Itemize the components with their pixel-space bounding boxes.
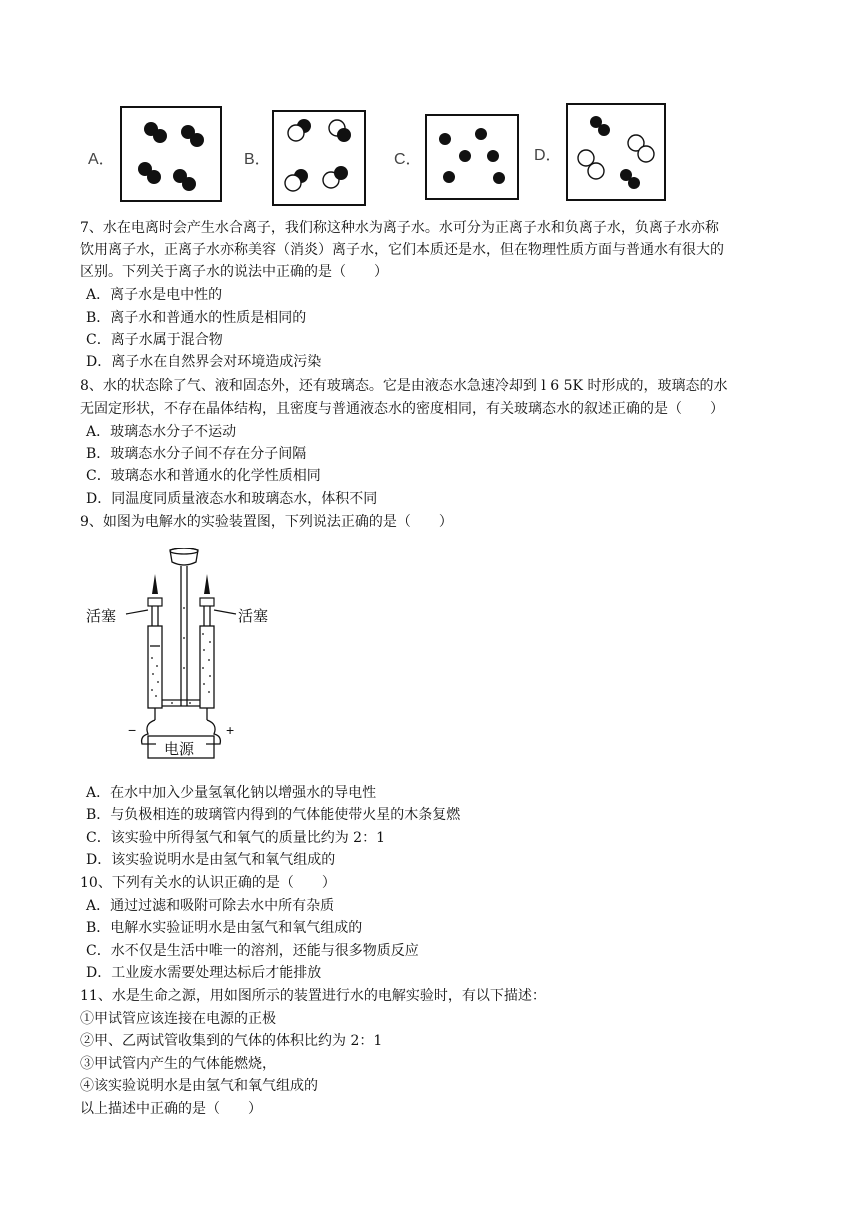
- question-10-option-c: C．水不仅是生活中唯一的溶剂，还能与很多物质反应: [86, 943, 419, 959]
- molecule-diagram-c: [425, 114, 519, 200]
- question-10-option-d: D．工业废水需要处理达标后才能排放: [86, 965, 322, 981]
- question-7-option-b: B．离子水和普通水的性质是相同的: [86, 310, 307, 326]
- option-d-label: D．: [534, 147, 562, 164]
- question-7-stem-line-3: 区别。下列关于离子水的说法中正确的是（ ）: [80, 264, 388, 280]
- option-b-label: B．: [244, 151, 271, 168]
- question-7-stem-line-1: 7、水在电离时会产生水合离子，我们称这种水为离子水。水可分为正离子水和负离子水，负离子水亦称: [80, 220, 719, 236]
- question-7-option-d: D．离子水在自然界会对环境造成污染: [86, 354, 322, 370]
- question-11-item-4: ④该实验说明水是由氢气和氧气组成的: [80, 1078, 318, 1094]
- question-11-item-3: ③甲试管内产生的气体能燃烧，: [80, 1056, 276, 1072]
- question-8-option-c: C．玻璃态水和普通水的化学性质相同: [86, 468, 321, 484]
- question-11-item-1: ①甲试管应该连接在电源的正极: [80, 1011, 276, 1027]
- positive-terminal-label: +: [226, 722, 235, 738]
- question-9-stem: 9、如图为电解水的实验装置图，下列说法正确的是（ ）: [80, 514, 453, 530]
- question-7-option-a: A．离子水是电中性的: [86, 287, 223, 303]
- molecule-diagram-a: [120, 106, 222, 202]
- question-7-stem-line-2: 饮用离子水，正离子水亦称美容（消炎）离子水，它们本质还是水，但在物理性质方面与普通水有很大的: [80, 242, 724, 258]
- question-9-option-d: D．该实验说明水是由氢气和氧气组成的: [86, 852, 336, 868]
- question-9-option-c: C．该实验中所得氢气和氧气的质量比约为 2：1: [86, 830, 385, 846]
- negative-terminal-label: −: [128, 722, 137, 738]
- question-8-stem-line-2: 无固定形状，不存在晶体结构，且密度与普通液态水的密度相同，有关玻璃态水的叙述正确的是（ ）: [80, 401, 724, 417]
- electrolysis-apparatus-figure: [86, 548, 286, 760]
- question-10-option-a: A．通过过滤和吸附可除去水中所有杂质: [86, 898, 335, 914]
- left-stopcock-label: 活塞: [86, 608, 117, 625]
- option-c-label: C．: [394, 151, 422, 168]
- molecule-diagram-b: [272, 110, 366, 206]
- question-10-stem: 10、下列有关水的认识正确的是（ ）: [80, 875, 336, 891]
- molecule-diagram-d: [566, 103, 666, 201]
- question-8-option-a: A．玻璃态水分子不运动: [86, 424, 237, 440]
- question-8-option-b: B．玻璃态水分子间不存在分子间隔: [86, 446, 307, 462]
- question-9-option-a: A．在水中加入少量氢氧化钠以增强水的导电性: [86, 785, 377, 801]
- question-7-option-c: C．离子水属于混合物: [86, 332, 223, 348]
- question-8-option-d: D．同温度同质量液态水和玻璃态水，体积不同: [86, 491, 378, 507]
- question-11-stem: 11、水是生命之源，用如图所示的装置进行水的电解实验时，有以下描述：: [80, 988, 546, 1004]
- question-10-option-b: B．电解水实验证明水是由氢气和氧气组成的: [86, 920, 363, 936]
- question-9-option-b: B．与负极相连的玻璃管内得到的气体能使带火星的木条复燃: [86, 807, 461, 823]
- question-8-stem-line-1: 8、水的状态除了气、液和固态外，还有玻璃态。它是由液态水急速冷却到 l 6 5K 时形成的，玻璃态的水: [80, 378, 728, 394]
- option-a-label: A．: [88, 151, 115, 168]
- question-11-prompt: 以上描述中正确的是（ ）: [80, 1101, 262, 1117]
- right-stopcock-label: 活塞: [238, 608, 269, 625]
- question-11-item-2: ②甲、乙两试管收集到的气体的体积比约为 2：1: [80, 1033, 383, 1049]
- power-source-label: 电源: [164, 741, 195, 758]
